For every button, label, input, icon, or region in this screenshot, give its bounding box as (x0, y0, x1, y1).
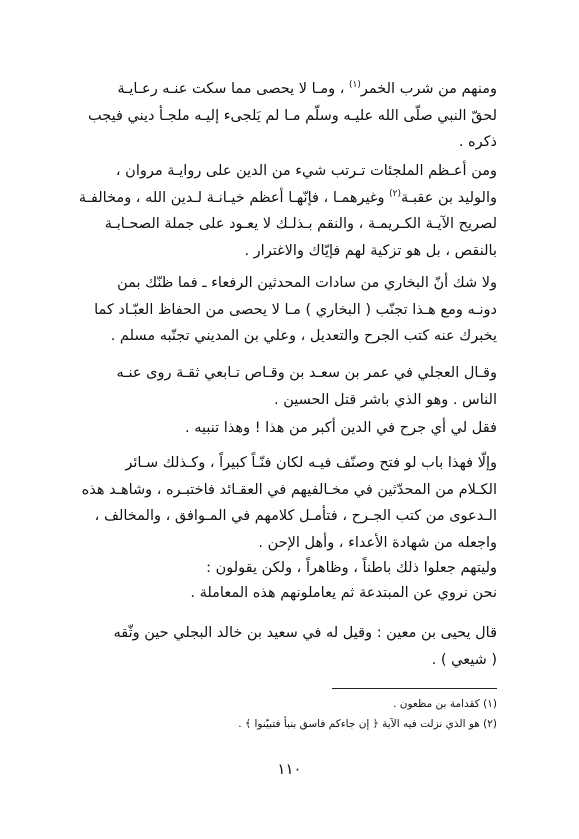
paragraph-9-line-2: ( شيعي ) . (431, 651, 497, 668)
paragraph-4 (67, 360, 497, 413)
paragraph-3-line-1: ولا شك أنّ البخاري من سادات المحدثين الرفعاء ـ فما ظنّك بمن (117, 275, 497, 291)
paragraph-2-line-1: ومن أعـظم الملجئات تـرتب شيء من الدين على روايـة مروان ، (115, 163, 497, 179)
paragraph-3-line-2: دونـه ومع هـذا تجنّب ( البخاري ) مـا لا يحصى من الحفاظ العبّـاد كما (94, 301, 497, 318)
footnote-2: (٢) هو الذي نزلت فيه الآية ﴿ إن جاءكم فاسق بنبأ فتبيّنوا ﴾ . (238, 718, 497, 730)
footnote-marker-2: (٢) (389, 188, 401, 199)
paragraph-3 (67, 270, 497, 350)
footnote-1: (١) كقدامة بن مظعون . (393, 698, 497, 710)
paragraph-8-line-1: نحن نروي عن المبتدعة ثم يعاملونهم هذه المعاملة . (190, 585, 497, 601)
paragraph-6-line-4: واجعله من شهادة الأعداء ، وأهل الإحن . (258, 534, 497, 551)
paragraph-2-line-3: لصريح الآيـة الكـريمـة ، والنقم بـذلـك لا يعـود على جملة الصحـابـة (104, 216, 497, 232)
paragraph-2-line-4: بالنقص ، بل هو تزكية لهم فإيّاك والاغترار . (244, 242, 497, 259)
paragraph-6-line-1: وإلّا فهذا باب لو فتح وصنّف فيـه لكان فنّـاً كبيراً ، وكـذلك سـائر (125, 455, 497, 471)
paragraph-9-line-1: قال يحيى بن معين : وقيل له في سعيد بن خالد البجلي حين وثّقه (113, 625, 497, 641)
paragraph-1-line-1 (67, 76, 497, 103)
paragraph-1-line-1-rest: ، ومـا لا يحصى مما سكت عنـه رعـايـة (117, 81, 345, 97)
footnote-separator (332, 688, 497, 689)
paragraph-6-line-2: الكـلام من المحدّثين في مخـالفيهم في العقـائد فاختبـره ، وشاهـد هذه (81, 481, 497, 498)
paragraph-1-line-3: ذكره . (458, 134, 497, 150)
paragraph-2 (67, 158, 497, 264)
paragraph-1-line-2: لحقّ النبي صلّى الله عليـه وسلّم مـا لم يَلجىء إليـه ملجـأ ديني فيجب (87, 107, 497, 124)
paragraph-2-line-2-start: والوليد بن عقبـة (400, 189, 497, 206)
paragraph-3-line-3: يخبرك عنه كتب الجرح والتعديل ، وعلي بن المديني تجنّبه مسلم . (110, 328, 497, 344)
page-number: ١١٠ (277, 760, 302, 778)
footnotes (67, 694, 497, 734)
paragraph-6-line-3: الـدعوى من كتب الجـرح ، فتأمـل كلامهم في المـوافق ، والمخالف ، (94, 508, 497, 524)
paragraph-4-line-2: الناس . وهو الذي باشر قتل الحسين . (273, 391, 497, 408)
paragraph-4-line-1: وقـال العجلي في عمر بن سعـد بن وقـاص تـابعي ثقـة روى عنـه (116, 365, 497, 381)
paragraph-7 (67, 555, 497, 582)
paragraph-5 (67, 415, 497, 442)
paragraph-1-line-1-start: ومنهم من شرب الخمر (360, 81, 497, 97)
paragraph-9 (67, 620, 497, 673)
paragraph-2-line-2-rest: وغيرهمـا ، فإنّهـا أعظم خيـانـة لـدين الله ، ومخالفـة (78, 189, 385, 206)
paragraph-8 (67, 580, 497, 607)
paragraph-1 (67, 76, 497, 156)
paragraph-7-line-1: وليتهم جعلوا ذلك باطناً ، وظاهراً ، ولكن يقولون : (206, 560, 497, 576)
paragraph-6 (67, 450, 497, 556)
footnote-marker-1: (١) (349, 80, 361, 91)
paragraph-2-line-2 (67, 185, 497, 212)
paragraph-5-line-1: فقل لي أي جرح في الدين أكبر من هذا ! وهذا تنبيه . (185, 420, 497, 436)
